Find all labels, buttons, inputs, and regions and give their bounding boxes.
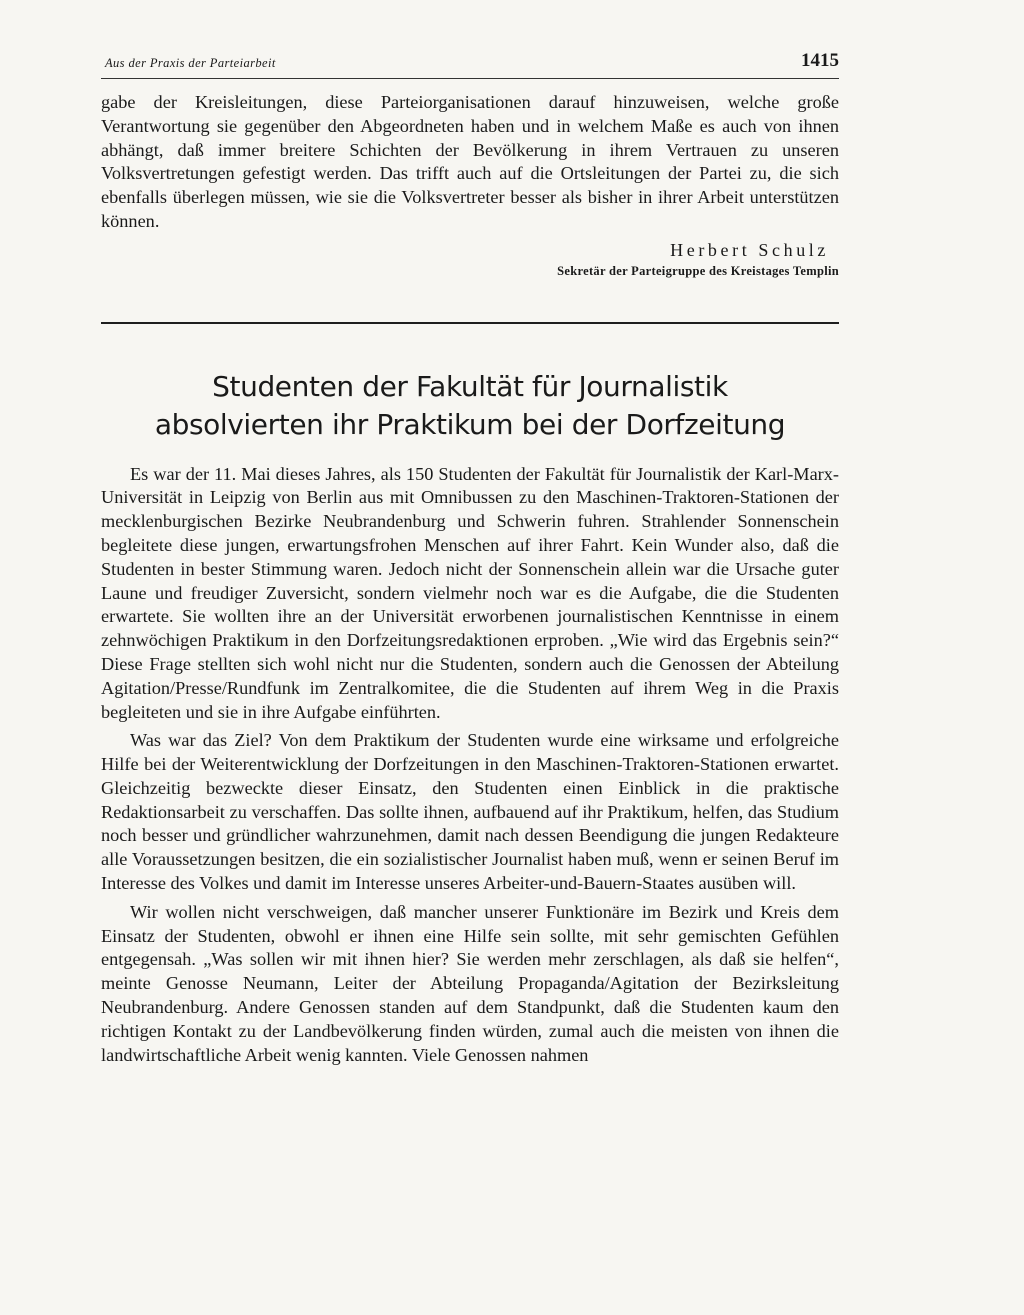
article-title-line-1: Studenten der Fakultät für Journalistik	[212, 369, 728, 403]
section-title: Aus der Praxis der Parteiarbeit	[105, 56, 276, 70]
running-header	[101, 48, 839, 79]
article-title-line-2: absolvierten ihr Praktikum bei der Dorfzeitung	[154, 407, 786, 441]
intro-paragraph: gabe der Kreisleitungen, diese Parteiorganisationen darauf hinzuweisen, welche große Verantwortung sie gegenüber den Abgeordneten haben und in welchem Maße es auch von ihnen abhängt, daß immer breitere Schichten der Bevölkerung in ihrem Vertrauen zu unseren Volksvertretungen gefestigt werden. Das trifft auch auf die Ortsleitungen der Partei zu, die sich ebenfalls überlegen müssen, wie sie die Volksvertreter besser als bisher in ihrer Arbeit unterstützen können.	[101, 92, 839, 231]
author-name: Herbert Schulz	[670, 239, 829, 260]
article-title	[101, 368, 839, 444]
page-number: 1415	[801, 50, 839, 71]
article-paragraph-2: Was war das Ziel? Von dem Praktikum der Studenten wurde eine wirksame und erfolgreiche Hilfe bei der Weiterentwicklung der Dorfzeitungen in den Maschinen-Traktoren-Stationen erwartet. Gleichzeitig bezweckte dieser Einsatz, den Studenten einen Einblick in die praktische Redaktionsarbeit zu verschaffen. Das sollte ihnen, aufbauend auf ihr Praktikum, helfen, das Studium noch besser und gründlicher wahrzunehmen, damit nach dessen Beendigung die jungen Redakteure alle Voraussetzungen besitzen, die ein sozialistischer Journalist haben muß, wenn er seinen Beruf im Interesse des Volkes und damit im Interesse unseres Arbeiter-und-Bauern-Staates ausüben will.	[101, 730, 839, 894]
signature-block	[101, 238, 839, 280]
document-page	[101, 48, 839, 1067]
article-body	[101, 463, 839, 1068]
section-divider	[101, 322, 839, 324]
article-paragraph-1: Es war der 11. Mai dieses Jahres, als 150 Studenten der Fakultät für Journalistik der Karl-Marx-Universität in Leipzig von Berlin aus mit Omnibussen zu den Maschinen-Traktoren-Stationen der mecklenburgischen Bezirke Neubrandenburg und Schwerin fuhren. Strahlender Sonnenschein begleitete diese jungen, erwartungsfrohen Menschen auf ihrer Fahrt. Kein Wunder also, daß die Studenten in bester Stimmung waren. Jedoch nicht der Sonnenschein allein war die Ursache guter Laune und freudiger Zuversicht, sondern vielmehr noch war es die Aufgabe, die die Studenten erwartete. Sie wollten ihre an der Universität erworbenen journalistischen Kenntnisse in einem zehnwöchigen Praktikum in den Dorfzeitungsredaktionen erproben. „Wie wird das Ergebnis sein?“ Diese Frage stellten sich wohl nicht nur die Studenten, sondern auch die Genossen der Abteilung Agitation/Presse/Rundfunk im Zentralkomitee, die die Studenten auf ihrem Weg in die Praxis begleiteten und sie in ihre Aufgabe einführten.	[101, 463, 839, 722]
author-role: Sekretär der Parteigruppe des Kreistages Templin	[557, 263, 839, 278]
article-paragraph-3: Wir wollen nicht verschweigen, daß mancher unserer Funktionäre im Bezirk und Kreis dem Einsatz der Studenten, obwohl er ihnen eine Hilfe sein sollte, mit sehr gemischten Gefühlen entgegensah. „Was sollen wir mit ihnen hier? Sie werden mehr zerschlagen, als daß sie helfen“, meinte Genosse Neumann, Leiter der Abteilung Propaganda/Agitation der Bezirksleitung Neubrandenburg. Andere Genossen standen auf dem Standpunkt, daß die Studenten kaum den richtigen Kontakt zu der Landbevölkerung finden würden, zumal auch die meisten von ihnen die landwirtschaftliche Arbeit wenig kannten. Viele Genossen nahmen	[101, 901, 839, 1065]
